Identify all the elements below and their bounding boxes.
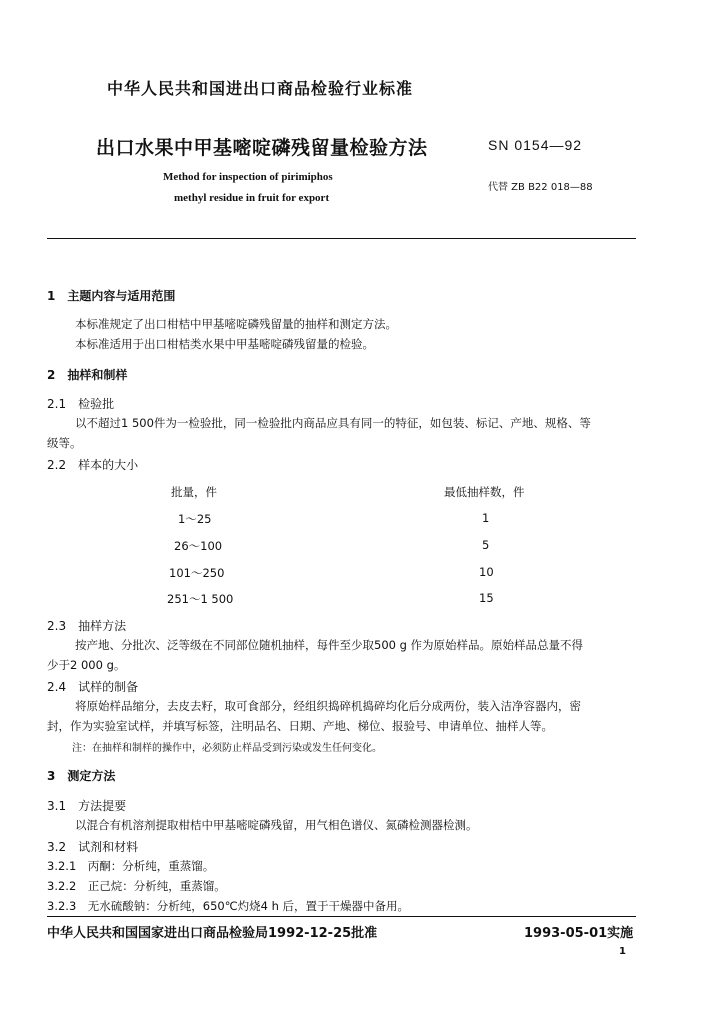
section-2-1-line-2: 级等。 [47,436,82,450]
section-2-1-heading: 2.1 检验批 [47,397,115,411]
table-cell-min: 15 [479,591,494,605]
section-2-1-line-1: 以不超过1 500件为一检验批，同一检验批内商品应具有同一的特征，如包装、标记、产地、规格、等 [75,416,591,430]
section-2-4-line-2: 封，作为实验室试样，并填写标签，注明品名、日期、产地、梯位、报验号、申请单位、抽样人等。 [47,719,553,733]
table-cell-batch: 26～100 [174,539,223,553]
standard-category: 中华人民共和国进出口商品检验行业标准 [107,79,414,98]
section-2-4-heading: 2.4 试样的制备 [47,680,139,694]
table-cell-min: 10 [479,565,494,579]
document-title: 出口水果中甲基嘧啶磷残留量检验方法 [96,137,428,159]
section-2-4-line-1: 将原始样品缩分，去皮去籽，取可食部分，经组织捣碎机捣碎均化后分成两份，装入洁净容器内，密 [75,699,581,713]
table-cell-batch: 1～25 [178,512,212,526]
sampling-note: 注：在抽样和制样的操作中，必须防止样品受到污染或发生任何变化。 [72,743,382,754]
section-3-heading: 3 测定方法 [47,769,116,783]
section-1-heading: 1 主题内容与适用范围 [47,289,176,303]
replaces-standard: 代替 ZB B22 018—88 [488,182,593,193]
section-2-3-heading: 2.3 抽样方法 [47,619,127,633]
table-cell-min: 5 [482,538,490,552]
section-3-1-heading: 3.1 方法提要 [47,799,127,813]
header-divider [47,238,636,239]
section-1-paragraph-1: 本标准规定了出口柑桔中甲基嘧啶磷残留量的抽样和测定方法。 [75,317,397,331]
section-3-2-heading: 3.2 试剂和材料 [47,840,139,854]
table-header-batch: 批量，件 [171,485,217,499]
footer-divider [47,916,636,917]
section-3-2-3: 3.2.3 无水硫酸钠：分析纯，650℃灼烧4 h 后，置于干燥器中备用。 [47,899,410,913]
section-2-3-line-2: 少于2 000 g。 [47,658,126,672]
english-title-line1: Method for inspection of pirimiphos [163,171,333,183]
section-2-heading: 2 抽样和制样 [47,368,128,382]
section-3-2-2: 3.2.2 正己烷：分析纯，重蒸馏。 [47,879,226,893]
table-cell-batch: 251～1 500 [167,592,234,606]
section-2-3-line-1: 按产地、分批次、泛等级在不同部位随机抽样，每件至少取500 g 作为原始样品。原始样品总量不得 [75,638,584,652]
english-title-line2: methyl residue in fruit for export [174,192,330,204]
section-1-paragraph-2: 本标准适用于出口柑桔类水果中甲基嘧啶磷残留量的检验。 [75,337,374,351]
table-header-min-samples: 最低抽样数，件 [444,485,525,499]
section-3-2-1: 3.2.1 丙酮：分析纯，重蒸馏。 [47,859,215,873]
page-number: 1 [619,946,626,957]
table-cell-batch: 101～250 [169,566,225,580]
standard-number: SN 0154—92 [488,137,583,153]
section-3-1-text: 以混合有机溶剂提取柑桔中甲基嘧啶磷残留，用气相色谱仪、氮磷检测器检测。 [75,818,478,832]
implementation-date: 1993-05-01实施 [524,926,634,941]
section-2-2-heading: 2.2 样本的大小 [47,458,139,472]
table-cell-min: 1 [482,511,490,525]
approval-line: 中华人民共和国国家进出口商品检验局1992-12-25批准 [47,926,378,941]
